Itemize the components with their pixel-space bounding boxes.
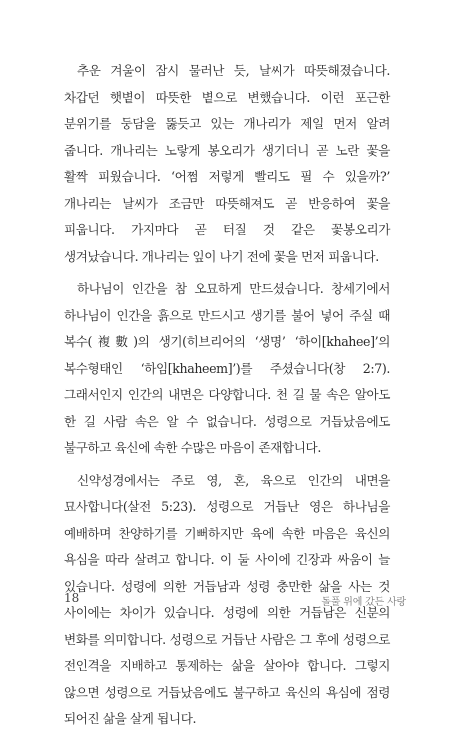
page-number: 18 [64,591,80,605]
paragraph-creation: 하나님이 인간을 참 오묘하게 만드셨습니다. 창세기에서 하나님이 인간을 흙으로 만드시고 생기를 불어 넣어 주실 때 복수(複數)의 생기(히브리어의 ‘생명’ ‘하이[khahee]’의 복수형태인 ‘하임[khaheem]’)를 주셨습니다(창 2:7). 그래서인지 인간의 내면은 다양합니다. 천 길 물 속은 알아도 한 길 사람 속은 알 수 없습니다. 성령으로 거듭났음에도 불구하고 육신에 속한 수많은 마음이 존재합니다. [64,281,390,455]
paragraph-forsythia: 추운 겨울이 잠시 물러난 듯, 날씨가 따뜻해졌습니다. 차갑던 햇볕이 따뜻한 볕으로 변했습니다. 이런 포근한 분위기를 둥담을 뚫듯고 있는 개나리가 제일 먼저 알려 줍니다. 개나리는 노랗게 봉오리가 생기더니 곧 노란 꽃을 활짝 피웠습니다. ‘어쩜 저렇게 빨리도 필 수 있을까?’ 개나리는 날씨가 조금만 따뜻해져도 곧 반응하여 꽃을 피웁니다. 가지마다 곧 터질 것 같은 꽃봉오리가 생겨났습니다. 개나리는 잎이 나기 전에 꽃을 먼저 피웁니다. [64,63,390,264]
paragraph-spirit-soul-body: 신약성경에서는 주로 영, 혼, 육으로 인간의 내면을 묘사합니다(살전 5:23). 성령으로 거듭난 영은 하나님을 예배하며 찬양하기를 기뻐하지만 육에 속한 마음은 육신의 욕심을 따라 살려고 합니다. 이 둘 사이에 긴장과 싸움이 늘 있습니다. 성령에 의한 거듭남과 성령 충만한 삶을 사는 것 사이에는 차이가 있습니다. 성령에 의한 거듭남은 신분의 변화를 의미합니다. 성령으로 거듭난 사람은 그 후에 성령으로 전인격을 지배하고 통제하는 삶을 살아야 합니다. 그렇지 않으면 성령으로 거듭났음에도 불구하고 육신의 욕심에 점령 되어진 삶을 살게 됩니다. [64,472,390,726]
running-title: 돌풀 위에 갔든 사랑 [321,597,406,608]
body-text [64,58,390,739]
